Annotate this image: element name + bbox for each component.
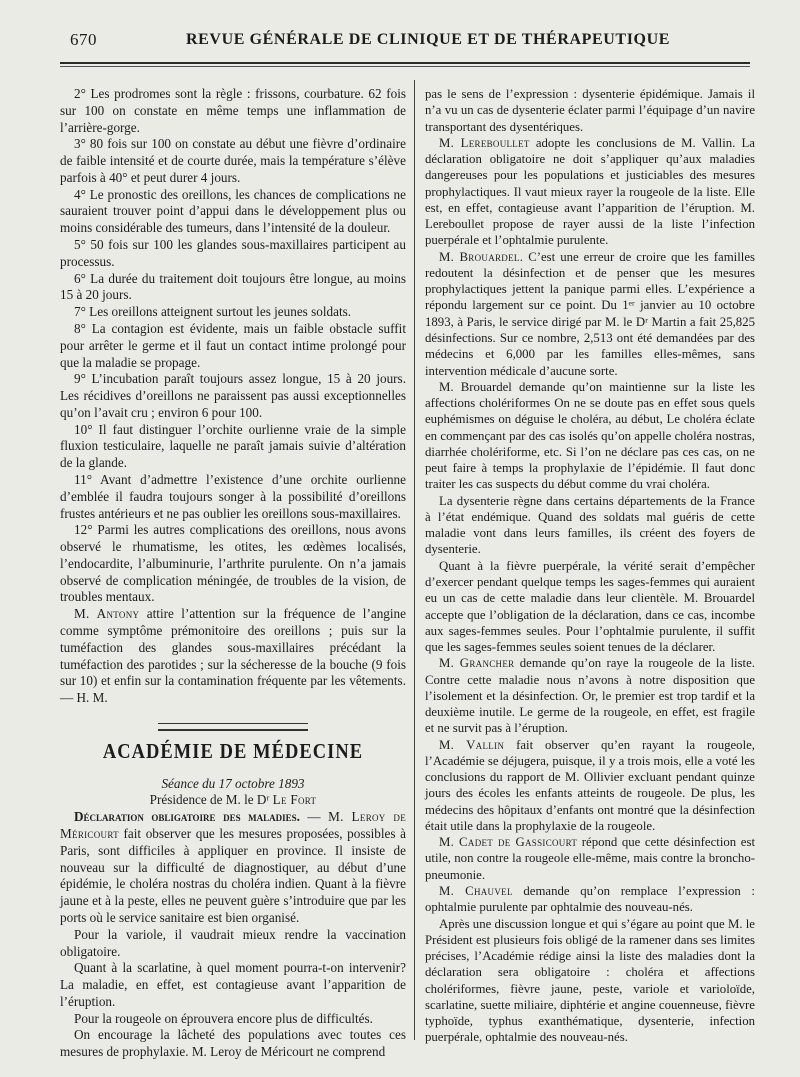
paragraph: 12° Parmi les autres complications des oreillons, nous avons observé le rhumatisme, les otites, les œdèmes localisés, l’endocardite, l’albuminurie, l’arthrite purulente. On n’a jamais observé de complication méningée, de troubles de la vision, de troubles mentaux. <box>60 522 406 605</box>
paragraph <box>425 135 755 249</box>
section-title: ACADÉMIE DE MÉDECINE <box>102 738 364 763</box>
speaker-name: M. Vallin <box>439 737 505 752</box>
session-date: Séance du 17 octobre 1893 <box>161 775 305 791</box>
paragraph: On encourage la lâcheté des populations avec toutes ces mesures de prophylaxie. M. Leroy de Méricourt ne comprend <box>60 1027 406 1060</box>
paragraph-text: répond que cette désinfection est utile, non contre la rougeole elle-même, mais contre la broncho-pneumonie. <box>425 835 756 882</box>
left-column <box>60 86 406 1061</box>
page-number: 670 <box>70 30 97 49</box>
section-divider <box>158 723 308 731</box>
presidence-line <box>60 792 406 809</box>
paragraph: 7° Les oreillons atteignent surtout les jeunes soldats. <box>74 304 352 320</box>
paragraph-text: adopte les conclusions de M. Vallin. La déclaration obligatoire ne doit s’appliquer qu’aux maladies dangereuses pour les populations et justiciables des mesures prophylactiques. Il vaut mieux rayer la rougeole de la liste. Elle est, en effet, contagieuse avant l’apparition de l’éruption. M. Lereboullet propose de rayer aussi de la liste l’infection puerpérale et l’ophtalmie purulente. <box>425 135 755 248</box>
paragraph: 10° Il faut distinguer l’orchite ourlienne vraie de la simple fluxion testiculaire, laquelle ne paraît jamais suivie d’altération de la glande. <box>60 421 406 471</box>
paragraph-text: demande qu’on remplace l’expression : ophtalmie purulente par ophtalmie des nouveau-nés. <box>425 884 755 915</box>
paragraph: 11° Avant d’admettre l’existence d’une orchite ourlienne d’emblée il faudra toujours songer à la possibilité d’oreillons frustes antérieurs et ne pas oublier les oreillons sous-maxillaires. <box>60 471 406 521</box>
article-heading: Déclaration obligatoire des maladies. <box>74 809 300 825</box>
paragraph-text: attire l’attention sur la fréquence de l’angine comme symptôme prémonitoire des oreillons ; puis sur la tuméfaction des glandes sous-maxillaires précédant la tuméfaction des parotides ; sur la sécheresse de la bouche (9 fois sur 10) et enfin sur la contamination fréquente par les vêtements. — H. M. <box>60 606 406 706</box>
paragraph: 2° Les prodromes sont la règle : frissons, courbature. 62 fois sur 100 on constate en même temps une inflammation de l’arrière-gorge. <box>60 86 406 135</box>
running-title: REVUE GÉNÉRALE DE CLINIQUE ET DE THÉRAPEUTIQUE <box>186 31 670 48</box>
paragraph: 4° Le pronostic des oreillons, les chances de complications ne sauraient trouver point d’appui dans le développement plus ou moins considérable des tumeurs, dans l’intensité de la douleur. <box>60 186 406 236</box>
paragraph: 5° 50 fois sur 100 les glandes sous-maxillaires participent au processus. <box>60 237 406 269</box>
paragraph: 9° L’incubation paraît toujours assez longue, 15 à 20 jours. Les récidives d’oreillons ne paraissent pas aussi exceptionnelles qu’on l’avait cru ; environ 6 pour 100. <box>60 371 406 420</box>
paragraph <box>60 809 406 926</box>
paragraph: 3° 80 fois sur 100 on constate au début une fièvre d’ordinaire de faible intensité et de courte durée, mais la température s’élève parfois à 40° et peut durer 4 jours. <box>60 136 406 185</box>
page-header <box>0 30 800 54</box>
paragraph <box>60 606 406 707</box>
speaker-name: M. Grancher <box>439 656 515 671</box>
paragraph <box>425 737 755 835</box>
right-column <box>425 86 755 1046</box>
paragraph: Quant à la fièvre puerpérale, la vérité serait d’empêcher d’exercer pendant quelque temps les sages-femmes qui auraient eu un cas de cette maladie dans leur clientèle. M. Brouardel accepte que l’obligation de la déclaration, dans ce cas, incombe aux sages-femmes seules. Pour l’ophtalmie purulente, il suffit que les sages-femmes seules soient tenues de la déclarer. <box>425 558 755 655</box>
president-name: Le Fort <box>272 792 317 808</box>
paragraph: Pour la rougeole on éprouvera encore plus de difficultés. <box>74 1010 373 1026</box>
paragraph <box>425 834 755 883</box>
paragraph-text: fait observer qu’en rayant la rougeole, l’Académie se déjugera, puisque, il y a trois mois, elle a voté les conclusions du rapport de M. Ollivier excluant pendant quinze jours des écoles les enfants atteints de rougeole. De plus, les médecins des hôpitaux d’enfants ont montré que la désinfection était utile dans la prophylaxie de la rougeole. <box>425 737 755 833</box>
speaker-name: M. Chauvel <box>439 884 513 899</box>
paragraph: Pour la variole, il vaudrait mieux rendre la vaccination obligatoire. <box>60 926 406 959</box>
paragraph: pas le sens de l’expression : dysenterie épidémique. Jamais il n’a vu un cas de dysenterie éclater parmi l’équipage d’un navire transportant des dysentériques. <box>425 87 755 134</box>
paragraph: 8° La contagion est évidente, mais un faible obstacle suffit pour arrêter le germe et il faut un contact intime prolongé pour que la maladie se propage. <box>60 320 406 370</box>
paragraph: Quant à la scarlatine, à quel moment pourra-t-on intervenir? La maladie, en effet, est contagieuse avant l’apparition de l’éruption. <box>60 960 406 1009</box>
paragraph <box>425 249 755 379</box>
paragraph <box>425 655 755 736</box>
paragraph: Après une discussion longue et qui s’égare au point que M. le Président est plusieurs fois obligé de la ramener dans ses limites précises, l’Académie rédige ainsi la liste des maladies dont la déclaration sera obligatoire : choléra et affections cholériformes, fièvre jaune, peste, variole et varioloïde, scarlatine, suette miliaire, diphtérie et angine couenneuse, fièvre typhoïde, typhus exanthématique, dysenterie, infection puerpérale, ophtalmie des nouveau-nés. <box>425 916 755 1045</box>
paragraph <box>425 883 755 916</box>
speaker-name: M. Cadet de Gassicourt <box>439 835 578 850</box>
column-separator <box>414 80 415 1040</box>
dash: — <box>299 809 329 825</box>
paragraph-text: demande qu’on raye la rougeole de la liste. Contre cette maladie nous n’avons à notre disposition que l’isolement et la désinfection. Or, le premier est trop tardif et la deuxième inutile. Le germe de la rougeole, en effet, est fragile et ne survit pas à l’éruption. <box>425 656 755 736</box>
presidence-text: Présidence de M. le Dʳ <box>149 792 273 808</box>
paragraph-text: C’est une erreur de croire que les familles redoutent la désinfection et de penser que les mesures prophylactiques jettent la panique parmi elles. L’expérience a répondu largement sur ce point. Du 1ᵉʳ janvier au 10 octobre 1893, à Paris, le service dirigé par M. le Dʳ Martin a fait 25,825 désinfections. Sur ce nombre, 2,513 ont été demandées par des médecins et 6,000 par les familles elles-mêmes, sans intervention médicale d’aucune sorte. <box>425 249 755 378</box>
paragraph: 6° La durée du traitement doit toujours être longue, au moins 15 à 20 jours. <box>60 270 406 303</box>
header-rule <box>60 62 750 64</box>
speaker-name: M. Brouardel. <box>439 249 524 264</box>
header-rule-thin <box>60 66 750 67</box>
speaker-name: M. Antony <box>74 606 140 622</box>
paragraph: M. Brouardel demande qu’on maintienne sur la liste les affections cholériformes On ne se doute pas en effet sous quels euphémismes on déguise le choléra, au début, Le choléra éclate en commençant par des cas isolés qu’on appelle choléra nostras, diarrhée cholériforme, etc. Si l’on ne déclare pas ces cas, on ne peut faire à temps la prophylaxie de l’épidémie. Il faut donc traiter les cas suspects du début comme du vrai choléra. <box>425 379 755 492</box>
speaker-name: M. Lereboullet <box>439 135 530 150</box>
speaker-name: M. Leroy de Méricourt <box>60 809 407 842</box>
paragraph-text: fait observer que les mesures proposées, possibles à Paris, sont difficiles à appliquer en province. Il insiste de nouveau sur la difficulté de diagnostiquer, au début d’une épidémie, le choléra nostras du choléra indien. Quant à la fièvre jaune et à la peste, elles ne peuvent guère s’introduire que par les ports où le service sanitaire est bien organisé. <box>60 826 406 925</box>
paragraph: La dysenterie règne dans certains départements de la France à l’état endémique. Quand des soldats mal guéris de cette maladie vont dans leurs familles, ils créent des foyers de dysenterie. <box>425 493 755 557</box>
